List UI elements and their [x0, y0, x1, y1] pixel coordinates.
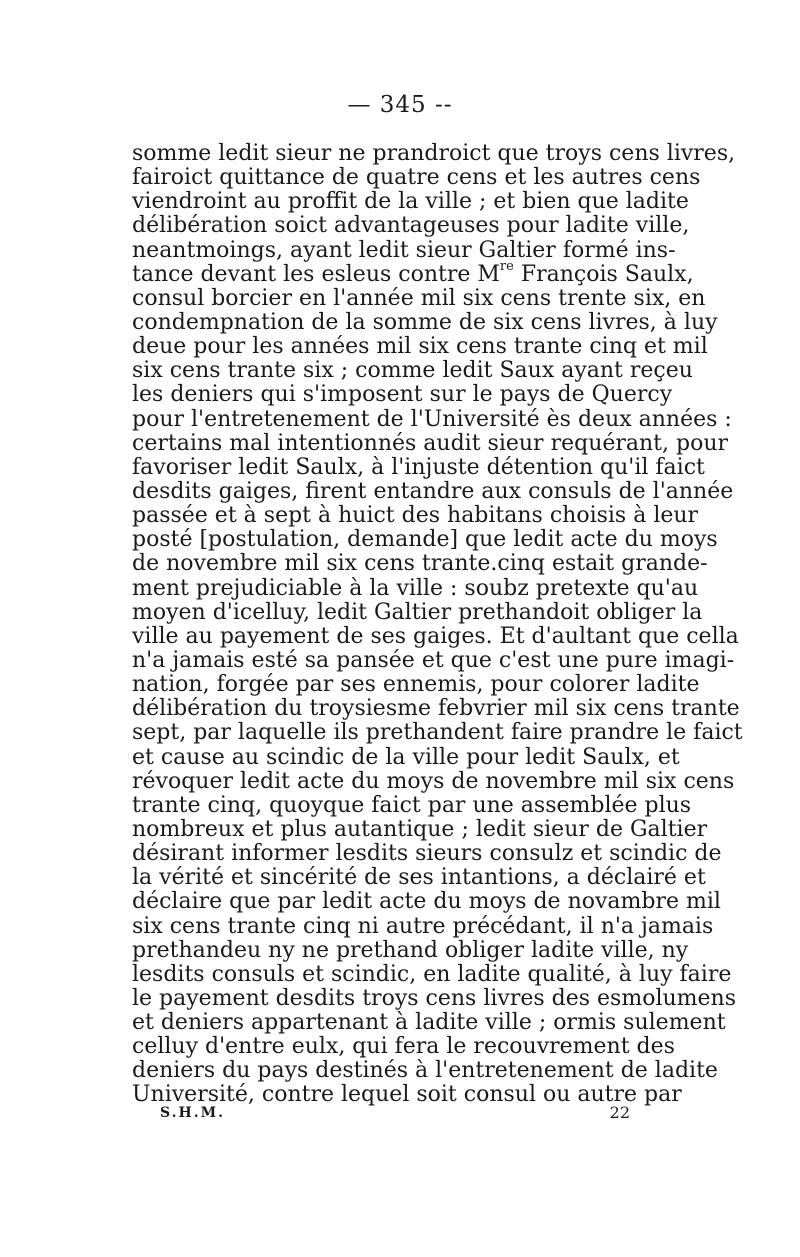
text-line: délibération du troysiesme febvrier mil six cens trante — [132, 696, 740, 722]
text-line: prethandeu ny ne prethand obliger ladite ville, ny — [132, 937, 689, 963]
text-line: nombreux et plus autantique ; ledit sieur de Galtier — [132, 816, 708, 842]
text-line: posté [postulation, demande] que ledit acte du moys — [132, 527, 718, 553]
text-line: six cens trante cinq ni autre précédant, il n'a jamais — [132, 913, 714, 939]
text-line: désirant informer lesdits sieurs consulz et scindic de — [132, 841, 722, 867]
text-line: ment prejudiciable à la ville : soubz pretexte qu'au — [132, 575, 699, 601]
text-line: six cens trante six ; comme ledit Saux ayant reçeu — [132, 358, 693, 384]
text-line: Université, contre lequel soit consul ou autre par — [132, 1082, 682, 1108]
text-line — [132, 259, 694, 287]
text-line-start: tance devant les esleus contre M — [132, 261, 500, 287]
text-line: sept, par laquelle ils prethandent faire prandre le faict — [132, 720, 743, 746]
text-line: viendroint au proffit de la ville ; et bien que ladite — [132, 189, 689, 215]
text-line: somme ledit sieur ne prandroict que troys cens livres, — [132, 141, 736, 166]
text-line: et deniers appartenant à ladite ville ; ormis sulement — [132, 1010, 726, 1036]
text-line: pour l'entretenement de l'Université ès deux années : — [132, 406, 732, 432]
text-line: consul borcier en l'année mil six cens trente six, en — [132, 285, 706, 311]
text-line: délibération soict advantageuses pour ladite ville, — [132, 213, 690, 239]
page-number: — 345 -- — [347, 92, 453, 118]
text-line: et cause au scindic de la ville pour ledit Saulx, et — [132, 744, 680, 770]
text-line: la vérité et sincérité de ses intantions, a déclairé et — [132, 865, 706, 891]
text-line: déclaire que par ledit acte du moys de novambre mil — [132, 889, 721, 915]
title-abbreviation-superscript: re — [499, 259, 514, 275]
text-line: ville au payement de ses gaiges. Et d'aultant que cella — [132, 623, 739, 649]
text-line: favoriser ledit Saulx, à l'injuste détention qu'il faict — [132, 454, 705, 480]
text-line: de novembre mil six cens trante.cinq estait grande- — [132, 551, 708, 577]
text-line: les deniers qui s'imposent sur le pays de Quercy — [132, 382, 673, 408]
text-line: lesdits consuls et scindic, en ladite qualité, à luy faire — [132, 961, 732, 987]
text-line: révoquer ledit acte du moys de novembre mil six cens — [132, 768, 735, 794]
signature-mark: S.H.M. — [160, 1105, 225, 1121]
text-line: deue pour les années mil six cens trante cinq et mil — [132, 334, 708, 360]
text-line: certains mal intentionnés audit sieur requérant, pour — [132, 430, 729, 456]
text-line: condempnation de la somme de six cens livres, à luy — [132, 309, 718, 335]
text-line: deniers du pays destinés à l'entretenement de ladite — [132, 1058, 718, 1084]
text-line: trante cinq, quoyque faict par une assemblée plus — [132, 792, 692, 818]
sheet-number: 22 — [609, 1103, 630, 1122]
text-line: moyen d'icelluy, ledit Galtier prethandoit obliger la — [132, 599, 703, 625]
text-line: nation, forgée par ses ennemis, pour colorer ladite — [132, 672, 700, 698]
text-line: celluy d'entre eulx, qui fera le recouvrement des — [132, 1034, 675, 1060]
text-line: fairoict quittance de quatre cens et les autres cens — [132, 165, 701, 191]
text-line-end: François Saulx, — [513, 261, 694, 287]
page-footer — [160, 1105, 630, 1125]
body-text — [132, 141, 743, 1108]
text-line: desdits gaiges, firent entandre aux consuls de l'année — [132, 478, 734, 504]
text-line: neantmoings, ayant ledit sieur Galtier formé ins- — [132, 237, 676, 263]
text-line: n'a jamais esté sa pansée et que c'est une pure imagi- — [132, 647, 735, 673]
text-line: le payement desdits troys cens livres des esmolumens — [132, 985, 736, 1011]
text-line: passée et à sept à huict des habitans choisis à leur — [132, 503, 699, 529]
